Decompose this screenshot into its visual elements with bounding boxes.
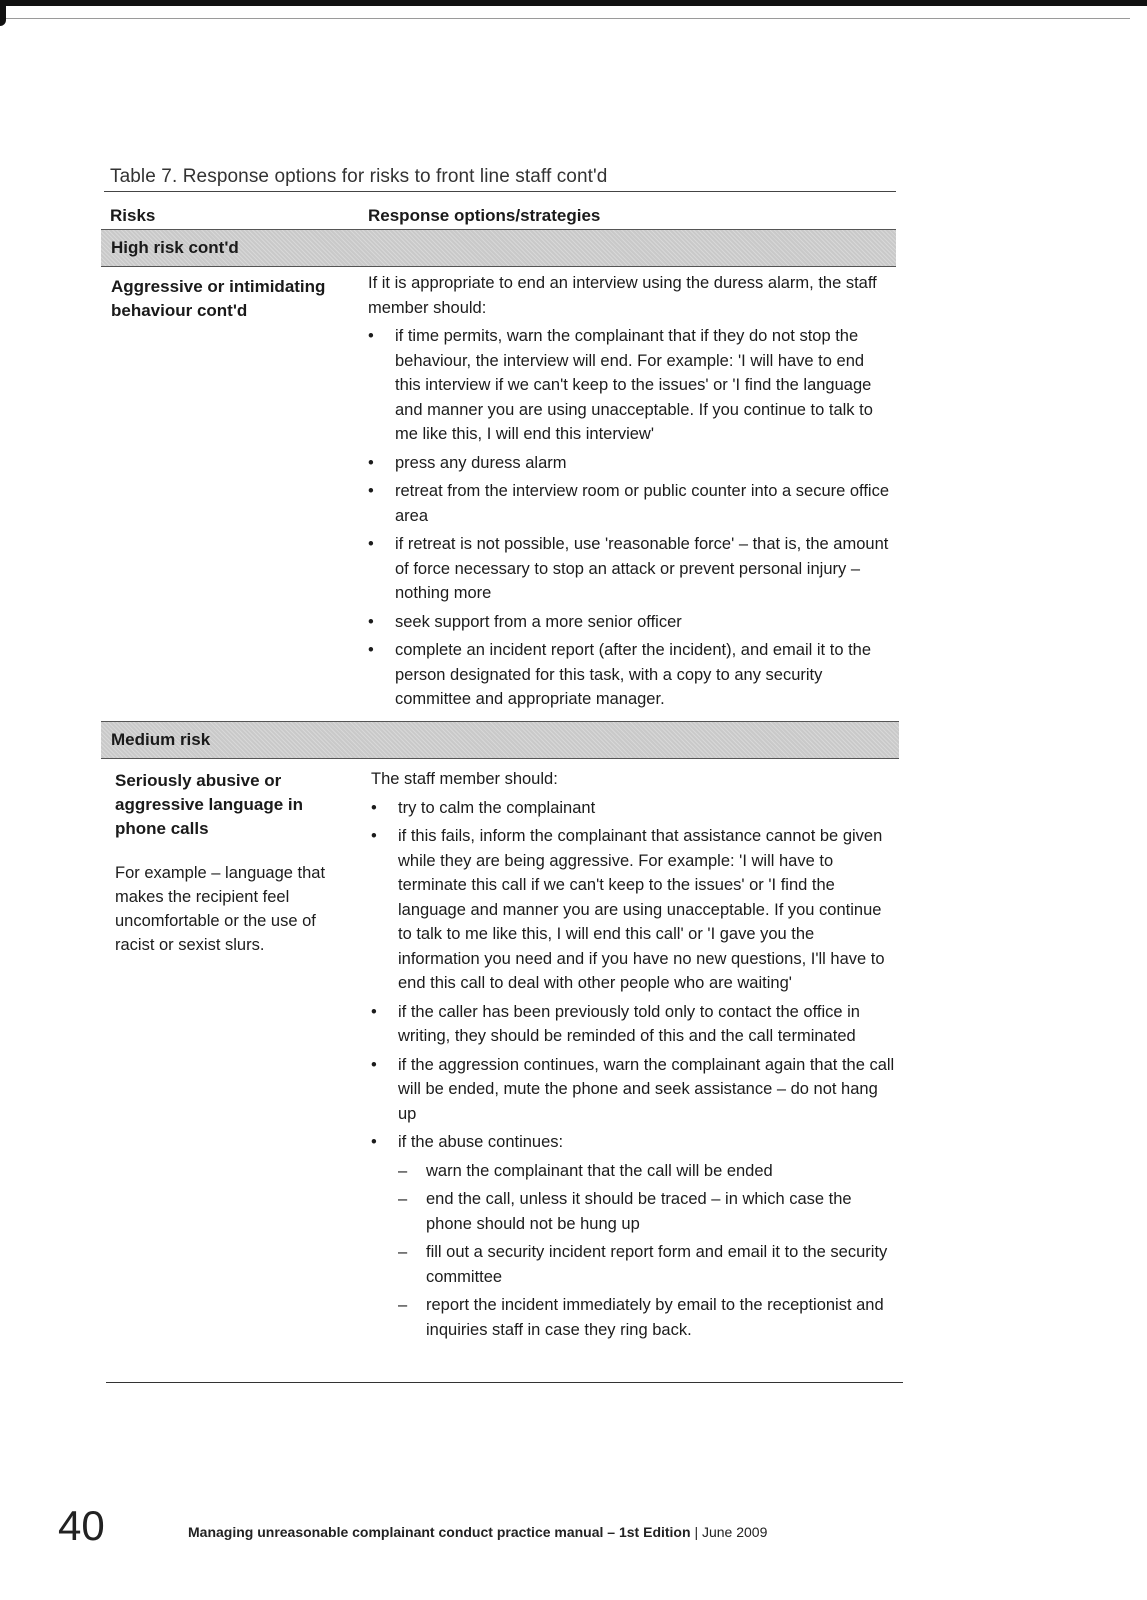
manual-title: Managing unreasonable complainant conduct practice manual – 1st Edition xyxy=(188,1524,691,1540)
list-item: • try to calm the complainant xyxy=(371,796,896,821)
bullet-icon: • xyxy=(368,612,374,631)
table-title: Table 7. Response options for risks to front line staff cont'd xyxy=(110,166,608,187)
list-item: • if retreat is not possible, use 'reasonable force' – that is, the amount of force necessary to stop an attack or prevent personal injury – nothing more xyxy=(368,532,893,606)
list-item: • seek support from a more senior officer xyxy=(368,610,893,635)
sub-list-item: – end the call, unless it should be traced – in which case the phone should not be hung up xyxy=(398,1187,896,1236)
section-band-label: Medium risk xyxy=(111,730,211,749)
bullet-icon: • xyxy=(371,1055,377,1074)
bullet-icon: • xyxy=(371,1133,377,1151)
scan-edge-rule xyxy=(0,18,1130,19)
response-intro: The staff member should: xyxy=(371,770,558,788)
bullet-icon: • xyxy=(371,1002,377,1021)
bullet-icon: • xyxy=(368,453,374,472)
dash-icon: – xyxy=(398,1190,408,1208)
bullet-icon: • xyxy=(368,641,374,659)
bullet-icon: • xyxy=(368,535,374,553)
list-item: • if the aggression continues, warn the complainant again that the call will be ended, mute the phone and seek assistance – do not hang up xyxy=(371,1053,896,1127)
section-band-high-risk xyxy=(101,229,896,267)
response-list xyxy=(368,324,893,712)
response-block xyxy=(371,767,896,1346)
table-top-rule xyxy=(104,191,896,192)
sub-list xyxy=(398,1159,896,1343)
list-item: • retreat from the interview room or public counter into a secure office area xyxy=(368,479,893,528)
footer-separator: | xyxy=(694,1524,699,1540)
list-item: • if the abuse continues: – warn the complainant that the call will be ended – end the call, unless it should be traced – in which case the phone should not be hung up – fill out a security incident report form and email it to the security committee – report the incident immediately by email to the receptionist and inquiries staff in case they ring back. xyxy=(371,1130,896,1342)
dash-icon: – xyxy=(398,1161,408,1180)
list-item: • if this fails, inform the complainant that assistance cannot be given while they are being aggressive. For example: 'I will have to terminate this call if we can't keep to the issues' or 'I find the language and manner you are using unacceptable. If you continue to talk to me like this, I will end this call' or 'I gave you the information you need and if you have no new questions, I'll have to end this call to deal with other people who are waiting' xyxy=(371,824,896,996)
sub-list-item: – warn the complainant that the call will be ended xyxy=(398,1159,896,1184)
risk-note: For example – language that makes the recipient feel uncomfortable or the use of racist or sexist slurs. xyxy=(115,864,326,954)
column-header-responses: Response options/strategies xyxy=(368,206,601,225)
dash-icon: – xyxy=(398,1243,408,1261)
scan-edge-corner xyxy=(0,0,6,26)
sub-list-item: – fill out a security incident report form and email it to the security committee xyxy=(398,1240,896,1289)
risk-title: Seriously abusive or aggressive language in phone calls xyxy=(115,771,304,838)
table-bottom-rule xyxy=(106,1382,903,1383)
response-intro: If it is appropriate to end an interview using the duress alarm, the staff member should: xyxy=(368,274,877,317)
dash-icon: – xyxy=(398,1296,408,1314)
bullet-icon: • xyxy=(371,798,377,817)
scan-edge-top xyxy=(0,0,1147,6)
response-block xyxy=(368,271,893,716)
response-list xyxy=(371,796,896,1343)
footer-date: June 2009 xyxy=(701,1524,768,1540)
bullet-icon: • xyxy=(368,327,374,345)
list-item: • complete an incident report (after the incident), and email it to the person designated for this task, with a copy to any security committee and appropriate manager. xyxy=(368,638,893,712)
risk-title: Aggressive or intimidating behaviour cont'd xyxy=(111,277,326,320)
section-band-medium-risk xyxy=(101,721,899,759)
list-item: • press any duress alarm xyxy=(368,451,893,476)
list-item: • if the caller has been previously told only to contact the office in writing, they should be reminded of this and the call terminated xyxy=(371,1000,896,1049)
bullet-icon: • xyxy=(371,827,377,845)
section-band-label: High risk cont'd xyxy=(111,238,239,257)
sub-list-item: – report the incident immediately by email to the receptionist and inquiries staff in case they ring back. xyxy=(398,1293,896,1342)
column-header-risks: Risks xyxy=(110,206,156,225)
page-number: 40 xyxy=(58,1502,105,1549)
footer-title xyxy=(188,1524,767,1540)
bullet-icon: • xyxy=(368,482,374,500)
list-item: • if time permits, warn the complainant that if they do not stop the behaviour, the interview will end. For example: 'I will have to end this interview if we can't keep to the issues' or 'I find the language and manner you are using unacceptable. If you continue to talk to me like this, I will end this interview' xyxy=(368,324,893,447)
